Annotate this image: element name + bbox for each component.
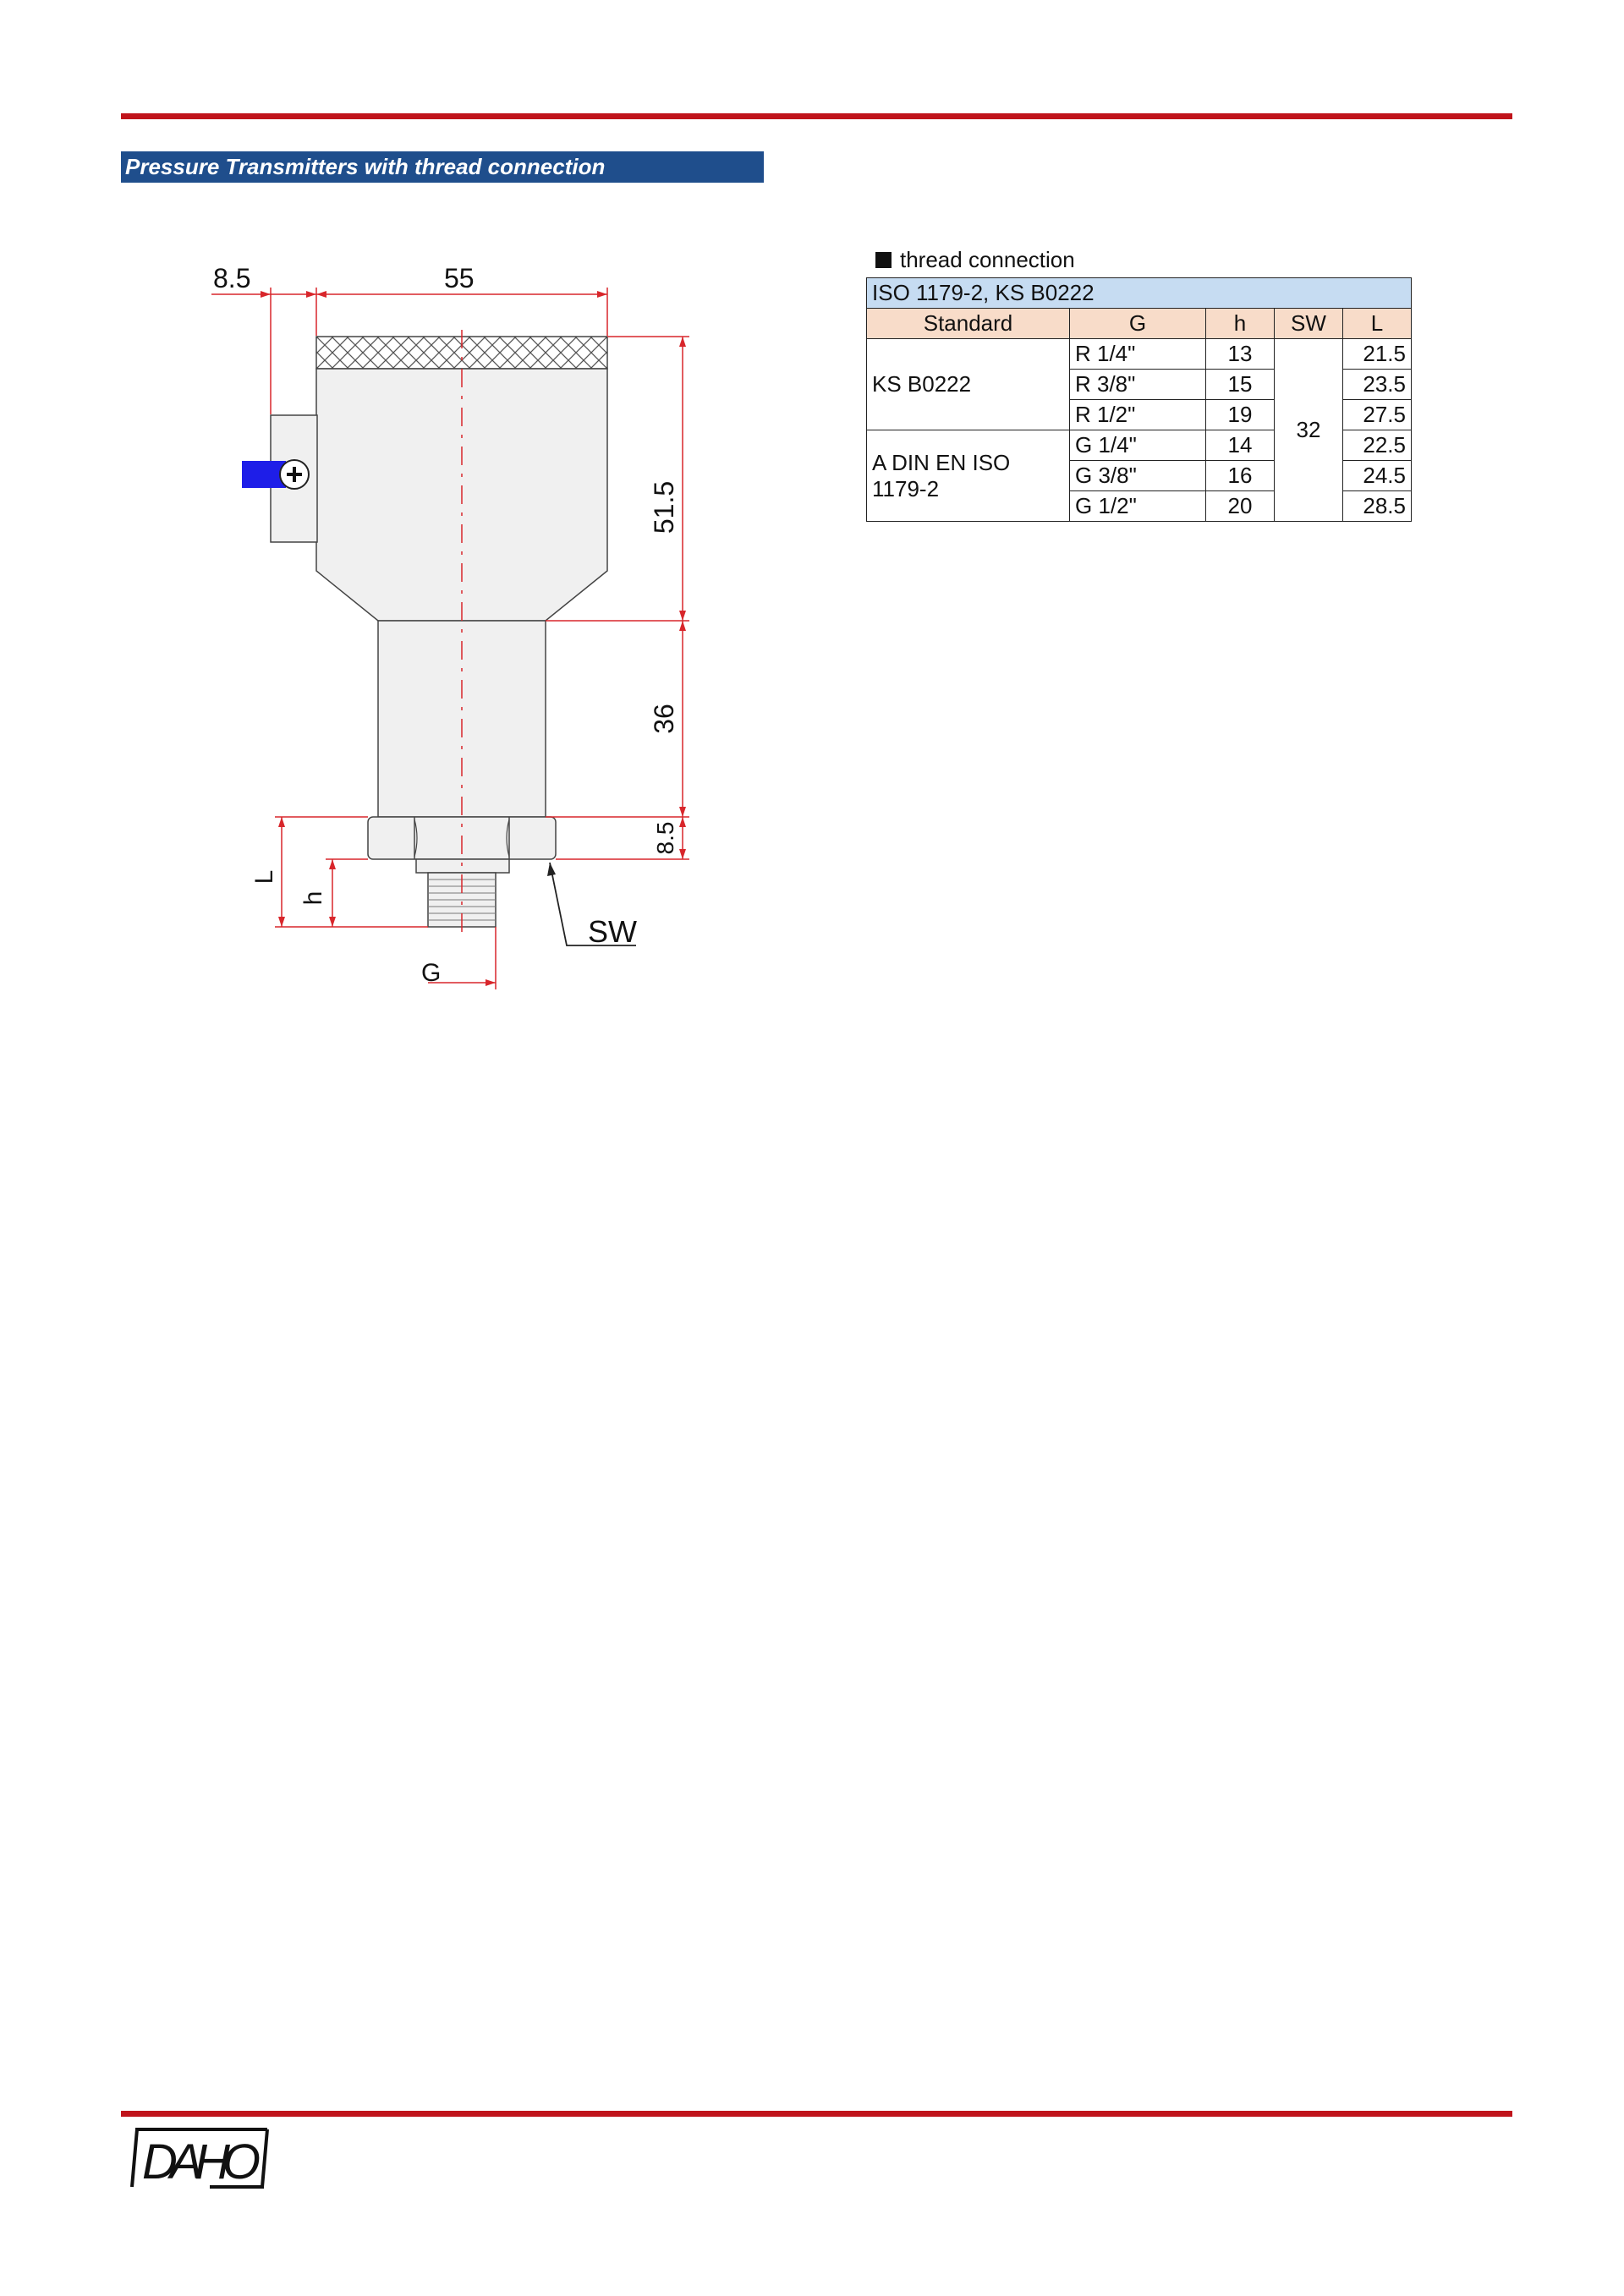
label-SW: SW [588,914,637,949]
dim-top-left: 8.5 [213,263,251,293]
label-G: G [421,959,442,987]
g-cell: G 1/4" [1070,430,1206,461]
col-g: G [1070,309,1206,339]
technical-drawing [203,254,744,998]
col-l: L [1343,309,1412,339]
svg-text:DAHO: DAHO [142,2134,261,2189]
h-cell: 20 [1206,491,1275,522]
l-cell: 23.5 [1343,370,1412,400]
square-bullet-icon [875,252,892,268]
col-standard: Standard [867,309,1070,339]
norm-header: ISO 1179-2, KS B0222 [867,278,1412,309]
h-cell: 15 [1206,370,1275,400]
sw-cell: 32 [1275,339,1343,522]
label-L: L [250,869,278,885]
label-h: h [299,890,327,906]
table-row [867,339,1412,370]
h-cell: 19 [1206,400,1275,430]
g-cell: G 3/8" [1070,461,1206,491]
top-rule [121,113,1512,119]
standard-cell: A DIN EN ISO 1179-2 [867,430,1070,522]
washer [416,859,509,873]
table-caption: thread connection [875,247,1075,273]
g-cell: G 1/2" [1070,491,1206,522]
h-cell: 16 [1206,461,1275,491]
col-sw: SW [1275,309,1343,339]
dim-head-height: 51.5 [649,480,679,534]
dim-body-height: 36 [649,704,679,734]
bottom-rule [121,2111,1512,2117]
l-cell: 24.5 [1343,461,1412,491]
standard-cell: KS B0222 [867,339,1070,430]
col-h: h [1206,309,1275,339]
dim-top-width: 55 [444,263,475,293]
g-cell: R 1/4" [1070,339,1206,370]
g-cell: R 3/8" [1070,370,1206,400]
l-cell: 27.5 [1343,400,1412,430]
g-cell: R 1/2" [1070,400,1206,430]
l-cell: 22.5 [1343,430,1412,461]
h-cell: 14 [1206,430,1275,461]
l-cell: 28.5 [1343,491,1412,522]
h-cell: 13 [1206,339,1275,370]
l-cell: 21.5 [1343,339,1412,370]
daho-logo [129,2124,272,2192]
dim-hex-height: 8.5 [652,821,678,855]
section-title: Pressure Transmitters with thread connection [121,151,764,183]
thread-connection-table [866,277,1412,522]
